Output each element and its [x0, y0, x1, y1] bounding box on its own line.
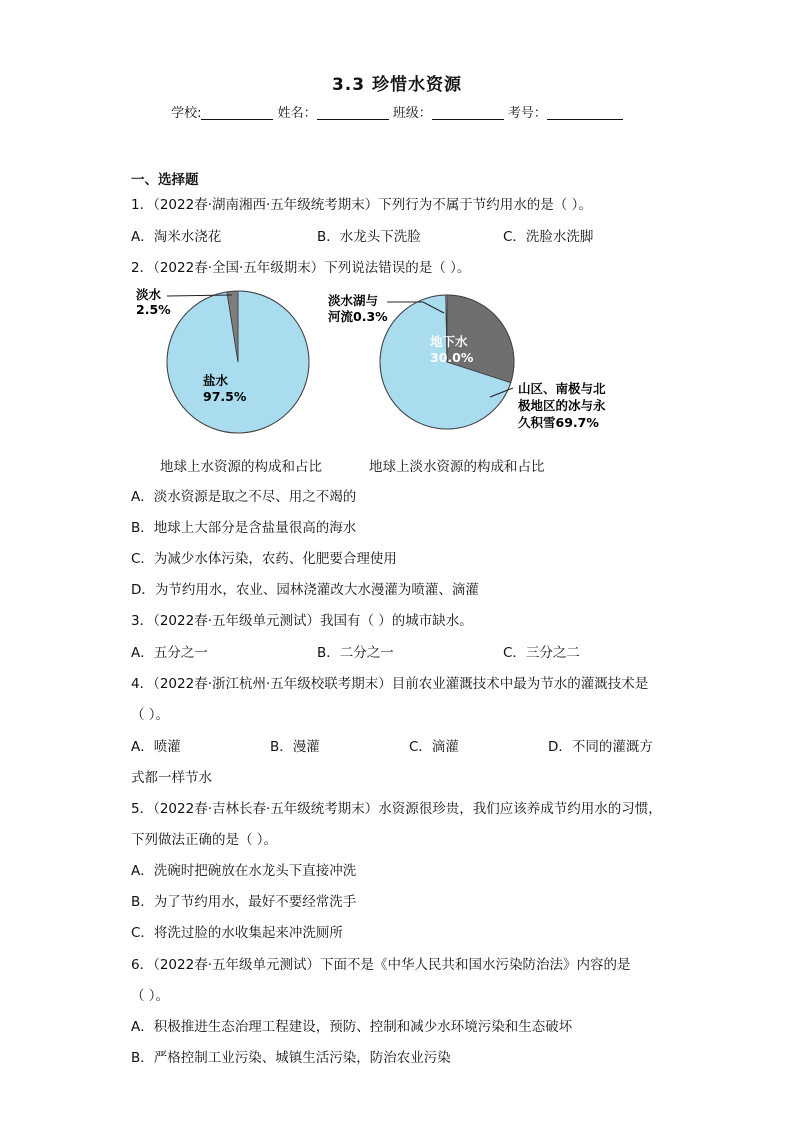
section-heading: 一、选择题 — [131, 172, 199, 188]
q5-stem-line2: 下列做法正确的是（ ）。 — [131, 832, 278, 848]
q4-option-c[interactable]: C．滴灌 — [409, 739, 459, 755]
q3-stem: 3．（2022春·五年级单元测试）我国有（ ）的城市缺水。 — [131, 613, 473, 629]
q1-option-a[interactable]: A．淘米水浇花 — [131, 229, 222, 245]
q2-option-b[interactable]: B．地球上大部分是含盐量很高的海水 — [131, 520, 357, 536]
pie-chart-water — [167, 291, 309, 433]
school-blank[interactable] — [201, 105, 273, 120]
page-title: 3.3 珍惜水资源 — [331, 75, 463, 95]
pie2-caption: 地球上淡水资源的构成和占比 — [369, 459, 545, 475]
class-label: 班级： — [392, 106, 432, 121]
pie2-label-ice-line2: 极地区的冰与永 — [518, 398, 606, 413]
q5-stem-line1: 5．（2022春·吉林长春·五年级统考期末）水资源很珍贵，我们应该养成节约用水的习惯， — [131, 801, 662, 817]
exam-no-blank[interactable] — [547, 105, 623, 120]
pie1-label-fresh: 淡水 — [136, 287, 162, 302]
q4-option-a[interactable]: A．喷灌 — [131, 739, 181, 755]
q6-stem-line1: 6．（2022春·五年级单元测试）下面不是《中华人民共和国水污染防治法》内容的是 — [131, 957, 631, 973]
q2-stem: 2．（2022春·全国·五年级期末）下列说法错误的是（ ）。 — [131, 260, 471, 276]
pie1-value-fresh: 2.5% — [136, 302, 171, 317]
pie1-caption: 地球上水资源的构成和占比 — [160, 459, 322, 475]
q3-option-a[interactable]: A．五分之一 — [131, 645, 208, 661]
q6-option-a[interactable]: A．积极推进生态治理工程建设，预防、控制和减少水环境污染和生态破坏 — [131, 1019, 573, 1035]
pie1-label-salt: 盐水 — [203, 373, 229, 388]
name-blank[interactable] — [317, 105, 389, 120]
exam-no-label: 考号： — [507, 106, 547, 121]
student-info — [0, 102, 794, 121]
q6-stem-line2: （ ）。 — [131, 988, 170, 1004]
q5-option-b[interactable]: B．为了节约用水，最好不要经常洗手 — [131, 894, 357, 910]
q5-option-c[interactable]: C．将洗过脸的水收集起来冲洗厕所 — [131, 925, 343, 941]
q4-stem-line1: 4．（2022春·浙江杭州·五年级校联考期末）目前农业灌溉技术中最为节水的灌溉技术是 — [131, 676, 649, 692]
q6-option-b[interactable]: B．严格控制工业污染、城镇生活污染，防治农业污染 — [131, 1050, 451, 1066]
q1-option-b[interactable]: B．水龙头下洗脸 — [317, 229, 421, 245]
pie2-label-ice-line3: 久积雪69.7% — [518, 415, 599, 430]
name-label: 姓名： — [277, 106, 317, 121]
pie-charts — [125, 280, 635, 445]
pie2-label-ice-line1: 山区、南极与北 — [518, 381, 606, 396]
q5-option-a[interactable]: A．洗碗时把碗放在水龙头下直接冲洗 — [131, 863, 357, 879]
q2-option-d[interactable]: D．为节约用水，农业、园林浇灌改大水漫灌为喷灌、滴灌 — [131, 582, 479, 598]
pie2-label-ground: 地下水 — [430, 334, 468, 349]
q1-stem: 1．（2022春·湖南湘西·五年级统考期末）下列行为不属于节约用水的是（ ）。 — [131, 197, 592, 213]
pie2-label-lakes-line2: 河流0.3% — [328, 309, 388, 324]
pie2-label-lakes-line1: 淡水湖与 — [328, 293, 379, 308]
q1-option-c[interactable]: C．洗脸水洗脚 — [503, 229, 594, 245]
q4-option-b[interactable]: B．漫灌 — [270, 739, 320, 755]
q4-stem-line2: （ ）。 — [131, 707, 170, 723]
pie2-value-ground: 30.0% — [430, 350, 474, 365]
school-label: 学校: — [171, 106, 202, 121]
class-blank[interactable] — [432, 105, 504, 120]
q2-option-a[interactable]: A．淡水资源是取之不尽、用之不竭的 — [131, 489, 357, 505]
q4-option-d-continued: 式都一样节水 — [131, 770, 212, 786]
q3-option-c[interactable]: C．三分之二 — [503, 645, 580, 661]
q3-option-b[interactable]: B．二分之一 — [317, 645, 394, 661]
pie1-value-salt: 97.5% — [203, 389, 247, 404]
q2-option-c[interactable]: C．为减少水体污染，农药、化肥要合理使用 — [131, 551, 397, 567]
q4-option-d[interactable]: D．不同的灌溉方 — [548, 739, 653, 755]
